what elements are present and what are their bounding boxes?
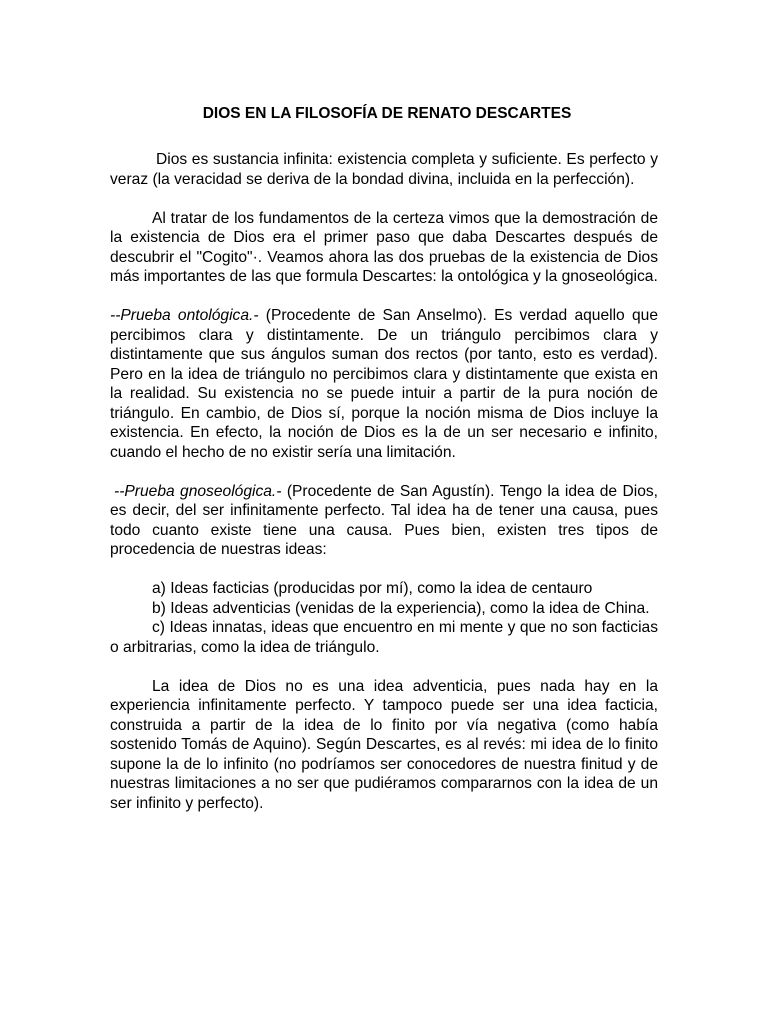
paragraph-intro: Dios es sustancia infinita: existencia completa y suficiente. Es perfecto y veraz (la veracidad se deriva de la bondad divina, incluida en la perfección). [110,151,658,188]
ideas-list [110,579,658,657]
list-item: b) Ideas adventicias (venidas de la experiencia), como la idea de China. [152,599,650,617]
prueba-ontologica-text: (Procedente de San Anselmo). Es verdad aquello que percibimos clara y distintamente. De un triángulo percibimos clara y distintamente que sus ángulos suman dos rectos (por tanto, esto es verdad). Pero en la idea de triángulo no percibimos clara y distintamente que exista en la realidad. Su existencia no se puede intuir a partir de la pura noción de triángulo. En cambio, de Dios sí, porque la noción misma de Dios incluye la existencia. En efecto, la noción de Dios es la de un ser necesario e infinito, cuando el hecho de no existir sería una limitación. [110,307,658,461]
paragraph-prueba-ontologica [110,306,658,462]
prueba-gnoseologica-label: --Prueba gnoseológica.- [114,482,282,500]
list-item: c) Ideas innatas, ideas que encuentro en mi mente y que no son facticias o arbitrarias, como la idea de triángulo. [110,619,658,656]
list-item: a) Ideas facticias (producidas por mí), como la idea de centauro [152,580,593,597]
prueba-ontologica-label: --Prueba ontológica.- [110,307,259,324]
paragraph-conclusion: La idea de Dios no es una idea adventicia, pues nada hay en la experiencia infinitamente perfecto. Y tampoco puede ser una idea facticia, construida a partir de la idea de lo finito por vía negativa (como había sostenido Tomás de Aquino). Según Descartes, es al revés: mi idea de lo finito supone la de lo infinito (no podríamos ser conocedores de nuestra finitud y de nuestras limitaciones a no ser que pudiéramos compararnos con la idea de un ser infinito y perfecto). [110,677,658,812]
paragraph-prueba-gnoseologica [110,482,658,560]
document-page [110,104,658,813]
prueba-gnoseologica-text: (Procedente de San Agustín). Tengo la idea de Dios, es decir, del ser infinitamente perfecto. Tal idea ha de tener una causa, pues todo cuanto existe tiene una causa. Pues bien, existen tres tipos de procedencia de nuestras ideas: [110,482,658,558]
document-title: DIOS EN LA FILOSOFÍA DE RENATO DESCARTES [202,105,572,122]
paragraph-certeza: Al tratar de los fundamentos de la certeza vimos que la demostración de la existencia de Dios era el primer paso que daba Descartes después de descubrir el "Cogito"·. Veamos ahora las dos pruebas de la existencia de Dios más importantes de las que formula Descartes: la ontológica y la gnoseológica. [110,209,658,285]
